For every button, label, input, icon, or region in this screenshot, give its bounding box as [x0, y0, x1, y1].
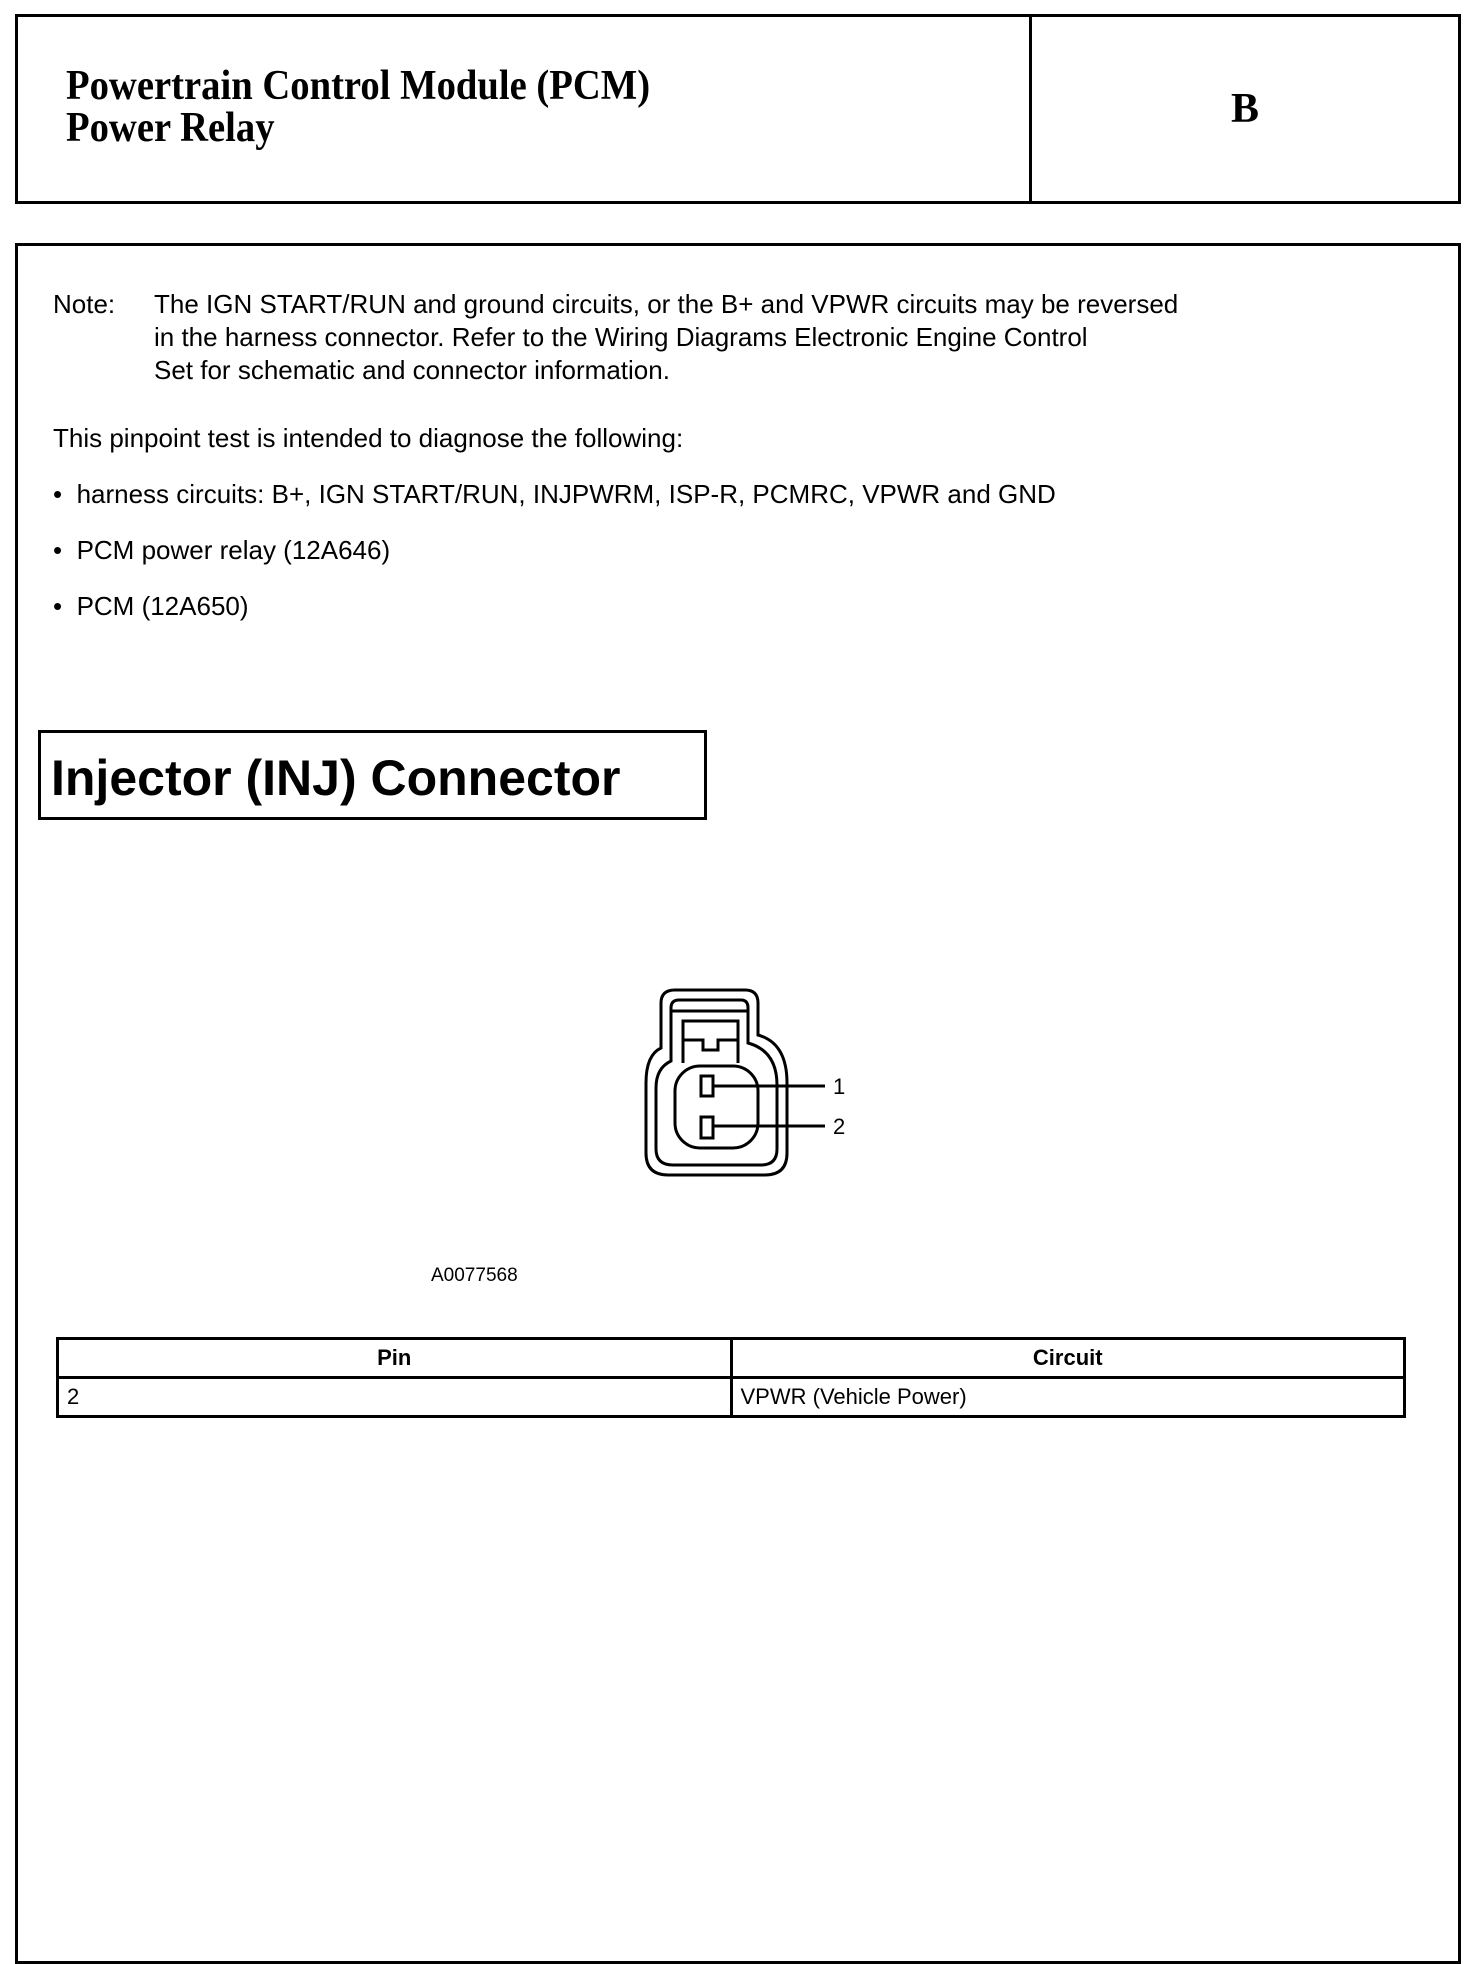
- bullet-item: [53, 590, 249, 623]
- bullet-icon: •: [53, 479, 63, 509]
- header-pin: Pin: [58, 1339, 732, 1378]
- pin-1-label: 1: [833, 1074, 846, 1099]
- note-line: The IGN START/RUN and ground circuits, or the B+ and VPWR circuits may be reversed: [154, 289, 1179, 319]
- bullet-text: harness circuits: B+, IGN START/RUN, INJPWRM, ISP-R, PCMRC, VPWR and GND: [76, 479, 1056, 509]
- bullet-icon: •: [53, 591, 63, 621]
- note-line: in the harness connector. Refer to the Wiring Diagrams Electronic Engine Control: [154, 322, 1088, 352]
- intro-text: This pinpoint test is intended to diagnose the following:: [53, 423, 684, 453]
- pin-2-label: 2: [833, 1114, 846, 1139]
- connector-diagram: [603, 963, 923, 1203]
- connector-face: [675, 1066, 758, 1148]
- pin-2-terminal: [701, 1117, 713, 1138]
- bullet-text: PCM (12A650): [76, 591, 249, 621]
- title-line-2: Power Relay: [66, 105, 275, 151]
- page-title: [66, 65, 650, 149]
- connector-heading-box: [38, 730, 707, 820]
- table-header-row: [58, 1339, 1405, 1378]
- bullet-icon: •: [53, 535, 63, 565]
- figure-id: A0077568: [431, 1265, 518, 1286]
- pin-1-terminal: [701, 1076, 713, 1096]
- title-line-1: Powertrain Control Module (PCM): [66, 63, 651, 109]
- cell-circuit: VPWR (Vehicle Power): [731, 1378, 1405, 1417]
- bullet-item: [53, 478, 1056, 511]
- connector-heading: Injector (INJ) Connector: [51, 750, 621, 806]
- bullet-text: PCM power relay (12A646): [76, 535, 391, 565]
- pin-table: [56, 1337, 1406, 1418]
- section-letter: B: [1230, 86, 1259, 132]
- connector-latch: [683, 1021, 738, 1063]
- note-line: Set for schematic and connector information.: [154, 355, 670, 385]
- note-text: [154, 288, 1178, 387]
- content-box: [15, 243, 1461, 1964]
- bullet-item: [53, 534, 390, 567]
- cell-pin: 2: [58, 1378, 732, 1417]
- page-header: [15, 14, 1461, 204]
- note-label: Note:: [53, 289, 116, 319]
- table-row: [58, 1378, 1405, 1417]
- header-circuit: Circuit: [731, 1339, 1405, 1378]
